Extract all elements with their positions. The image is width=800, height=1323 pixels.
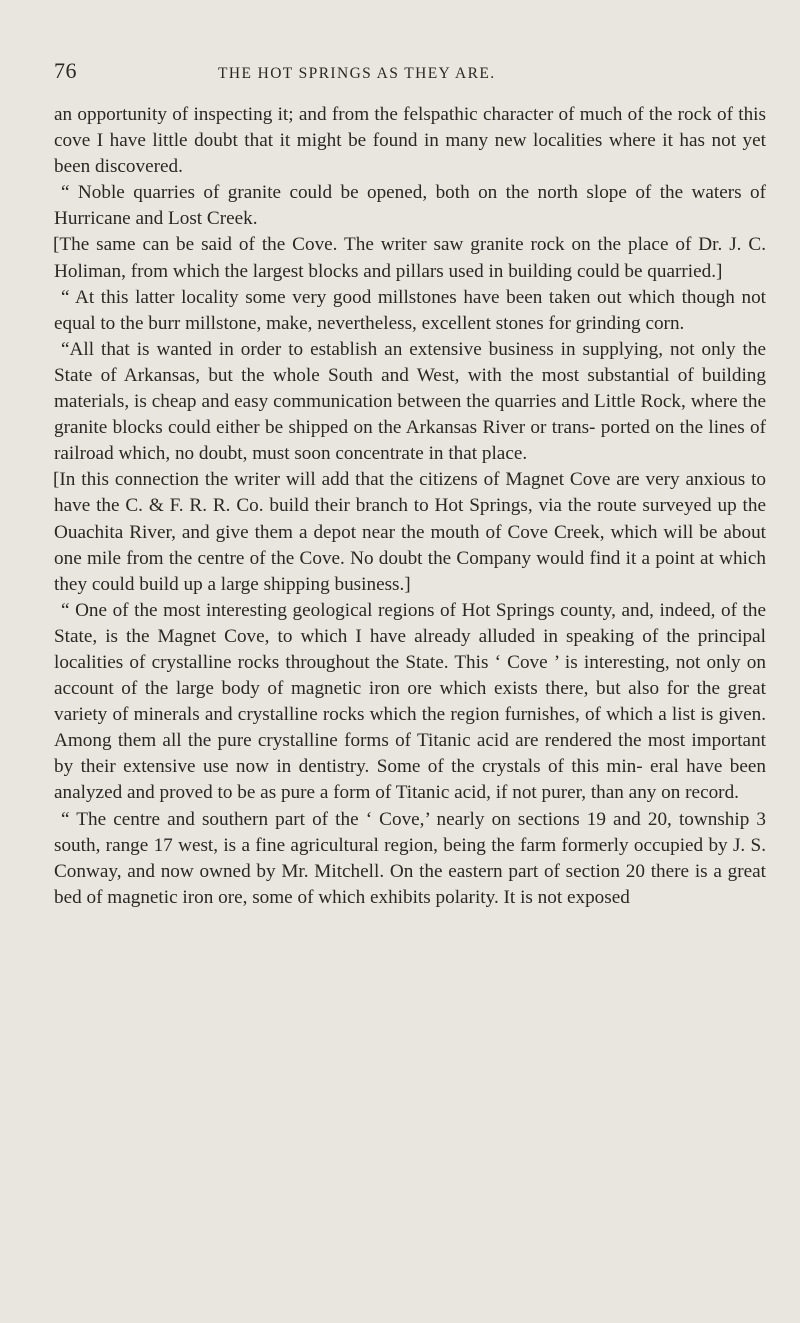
body-text xyxy=(54,102,766,911)
running-title: THE HOT SPRINGS AS THEY ARE. xyxy=(218,65,496,82)
page-number: 76 xyxy=(54,58,77,83)
paragraph-quote-noble-quarries: “ Noble quarries of granite could be opened, both on the north slope of the waters of Hurricane and Lost Creek. xyxy=(54,182,766,230)
page-header xyxy=(54,58,766,84)
paragraph-quote-geological-regions: “ One of the most interesting geological regions of Hot Springs county, and, indeed, of the State, is the Magnet Cove, to which I have already alluded in speaking of the principal localities of crystalline rocks throughout the State. This ‘ Cove ’ is interesting, not only on account of the large body of magnetic iron ore which exists there, but also for the great variety of minerals and crystalline rocks which the region furnishes, of which a list is given. Among them all the pure crystalline forms of Titanic acid are rendered the most important by their extensive use now in dentistry. Some of the crystals of this min- eral have been analyzed and proved to be as pure a form of Titanic acid, if not purer, than any on record. xyxy=(54,599,766,804)
paragraph-continued: an opportunity of inspecting it; and from the felspathic character of much of the rock of this cove I have little doubt that it might be found in many new localities where it has not yet been discovered. xyxy=(54,104,766,178)
paragraph-quote-millstones: “ At this latter locality some very good millstones have been taken out which though not equal to the burr millstone, make, nevertheless, excellent stones for grinding corn. xyxy=(54,286,766,334)
paragraph-quote-centre-southern: “ The centre and southern part of the ‘ Cove,’ nearly on sections 19 and 20, township 3 south, range 17 west, is a fine agricultural region, being the farm formerly occupied by J. S. Conway, and now owned by Mr. Mitchell. On the eastern part of section 20 there is a great bed of magnetic iron ore, some of which exhibits polarity. It is not exposed xyxy=(54,808,766,908)
paragraph-bracket-note-cove: [The same can be said of the Cove. The writer saw granite rock on the place of Dr. J. C. Holiman, from which the largest blocks and pillars used in building could be quarried.] xyxy=(53,234,766,282)
paragraph-bracket-note-railroad: [In this connection the writer will add that the citizens of Magnet Cove are very anxious to have the C. & F. R. R. Co. build their branch to Hot Springs, via the route surveyed up the Ouachita River, and give them a depot near the mouth of Cove Creek, which will be about one mile from the centre of the Cove. No doubt the Company would find it a point at which they could build up a large shipping business.] xyxy=(53,469,766,595)
book-page xyxy=(54,58,766,911)
paragraph-quote-business: “All that is wanted in order to establish an extensive business in supplying, not only the State of Arkansas, but the whole South and West, with the most substantial of building materials, is cheap and easy communication between the quarries and Little Rock, where the granite blocks could either be shipped on the Arkansas River or trans- ported on the lines of railroad which, no doubt, must soon concentrate in that place. xyxy=(54,338,766,465)
